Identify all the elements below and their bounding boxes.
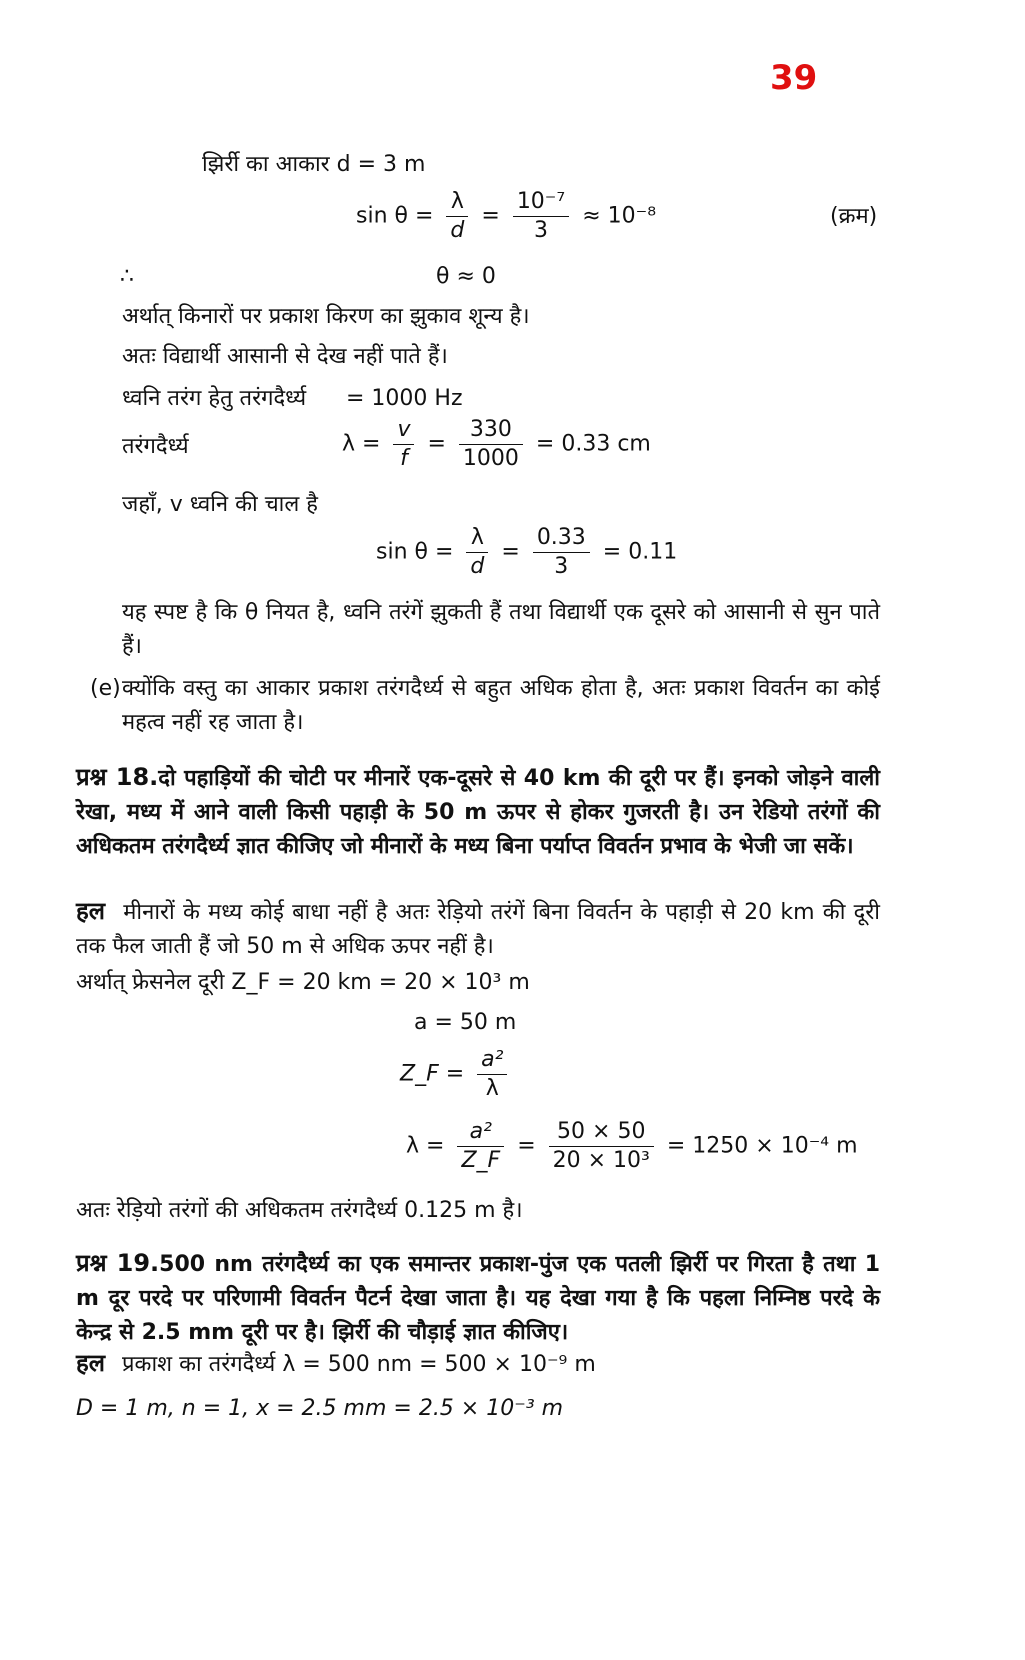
frac-den: d [450, 218, 465, 243]
lambda-eq-frac2 [459, 416, 523, 473]
q19-text: 500 nm तरंगदैर्ध्य का एक समान्तर प्रकाश-पुंज एक पतली झिर्री पर गिरता है तथा 1 m दूर परदे पर परिणामी विवर्तन पैटर्न देखा जाता है। यह देखा गया है कि पहला निम्निष्ठ परदे के केन्द्र से 2.5 mm दूरी पर है। झिर्री की चौड़ाई ज्ञात कीजिए। [76, 1252, 880, 1345]
frac-num: v [393, 416, 414, 445]
frac-den: 3 [534, 218, 549, 243]
conclusion-18: अतः रेड़ियो तरंगों की अधिकतम तरंगदैर्ध्य 0.125 m है। [76, 1198, 523, 1223]
sol18-text: मीनारों के मध्य कोई बाधा नहीं है अतः रेड़ियो तरंगें बिना विवर्तन के पहाड़ी से 20 km की दूरी तक फैल जाती हैं जो 50 m से अधिक ऊपर नहीं है। [76, 900, 881, 959]
lambda2-eq-eq: = [517, 1133, 536, 1159]
frac-num: λ [466, 524, 488, 553]
lambda-equation [342, 416, 651, 473]
q18-text: दो पहाड़ियों की चोटी पर मीनारें एक-दूसरे से 40 km की दूरी पर हैं। इनको जोड़ने वाली रेखा, मध्य में आने वाली किसी पहाड़ी के 50 m ऊपर से होकर गुजरती है। उन रेडियो तरंगों की अधिकतम तरंगदैर्ध्य ज्ञात कीजिए जो मीनारों के मध्य बिना पर्याप्त विवर्तन प्रभाव के भेजी जा सकें। [76, 766, 880, 859]
sin-eq1-frac1 [446, 188, 468, 245]
sin-eq2-rhs: = 0.11 [602, 539, 678, 565]
sin-eq1-frac2 [513, 188, 569, 245]
fresnel-line: अर्थात् फ्रेसनेल दूरी Z_F = 20 km = 20 × 10³ m [76, 970, 530, 995]
sin-eq1-lhs: sin θ = [356, 203, 434, 229]
sound-value: = 1000 Hz [346, 386, 463, 411]
question-19 [76, 1246, 880, 1350]
zf-eq-lhs: Z_F = [400, 1061, 465, 1087]
lambda-eq-rhs: = 0.33 cm [535, 431, 651, 457]
solution-19-line2: D = 1 m, n = 1, x = 2.5 mm = 2.5 × 10⁻³ m [76, 1396, 564, 1421]
zf-equation [400, 1046, 513, 1103]
frac-num: λ [446, 188, 468, 217]
q19-label: प्रश्न 19. [76, 1249, 160, 1277]
sin-equation-2 [376, 524, 677, 581]
frac-num: 50 × 50 [549, 1118, 654, 1147]
lambda-eq-eq: = [427, 431, 446, 457]
frac-den: d [470, 554, 485, 579]
page-number: 39 [770, 58, 818, 98]
sol19-line1: प्रकाश का तरंगदैर्ध्य λ = 500 nm = 500 × 10⁻⁹ m [122, 1352, 596, 1377]
lambda-eq-lhs: λ = [342, 431, 381, 457]
sin-eq2-lhs: sin θ = [376, 539, 454, 565]
frac-num: a² [457, 1118, 504, 1147]
frac-den: f [400, 446, 408, 471]
frac-den: 1000 [462, 446, 519, 471]
theta-zero: θ ≈ 0 [436, 264, 496, 289]
a-equation: a = 50 m [414, 1010, 517, 1035]
q18-label: प्रश्न 18. [76, 763, 159, 791]
solution-19-line1 [76, 1348, 596, 1380]
question-18 [76, 760, 880, 864]
zf-eq-frac [477, 1046, 507, 1103]
part-e-label: (e) [90, 676, 121, 701]
lambda2-eq-lhs: λ = [406, 1133, 445, 1159]
frac-num: a² [477, 1046, 507, 1075]
slit-size-line: झिर्री का आकार d = 3 m [202, 152, 426, 177]
frac-den: 20 × 10³ [552, 1148, 650, 1173]
sin-eq1-rhs: ≈ 10⁻⁸ [582, 203, 657, 229]
lambda2-eq-frac2 [549, 1118, 654, 1175]
frac-den: Z_F [461, 1148, 501, 1173]
frac-den: 3 [554, 554, 569, 579]
sound-label: ध्वनि तरंग हेतु तरंगदैर्ध्य [122, 386, 307, 411]
line-b: अतः विद्यार्थी आसानी से देख नहीं पाते हैं। [122, 344, 448, 369]
sin-eq2-frac2 [533, 524, 590, 581]
line-a: अर्थात् किनारों पर प्रकाश किरण का झुकाव शून्य है। [122, 304, 530, 329]
sin-equation-1 [356, 188, 656, 245]
frac-den: λ [485, 1076, 499, 1101]
frac-num: 330 [459, 416, 523, 445]
therefore-symbol: ∴ [120, 264, 134, 289]
kram-label: (क्रम) [830, 204, 878, 229]
hal-label-19: हल [76, 1349, 106, 1377]
sin-eq2-eq: = [501, 539, 520, 565]
lambda-eq-frac1 [393, 416, 414, 473]
frac-num: 10⁻⁷ [513, 188, 569, 217]
where-v-line: जहाँ, v ध्वनि की चाल है [122, 492, 318, 517]
wavelength-label: तरंगदैर्ध्य [122, 434, 189, 459]
hal-label-18: हल [76, 897, 106, 925]
frac-num: 0.33 [533, 524, 590, 553]
lambda2-eq-frac1 [457, 1118, 504, 1175]
sin-eq2-frac1 [466, 524, 488, 581]
clear-paragraph: यह स्पष्ट है कि θ नियत है, ध्वनि तरंगें झुकती हैं तथा विद्यार्थी एक दूसरे को आसानी से सुन पाते हैं। [122, 600, 880, 659]
lambda2-eq-rhs: = 1250 × 10⁻⁴ m [666, 1133, 858, 1159]
solution-18 [76, 894, 880, 964]
part-e-text: क्योंकि वस्तु का आकार प्रकाश तरंगदैर्ध्य से बहुत अधिक होता है, अतः प्रकाश विवर्तन का कोई महत्व नहीं रह जाता है। [122, 676, 880, 735]
lambda2-equation [406, 1118, 858, 1175]
sin-eq1-eq: = [481, 203, 500, 229]
